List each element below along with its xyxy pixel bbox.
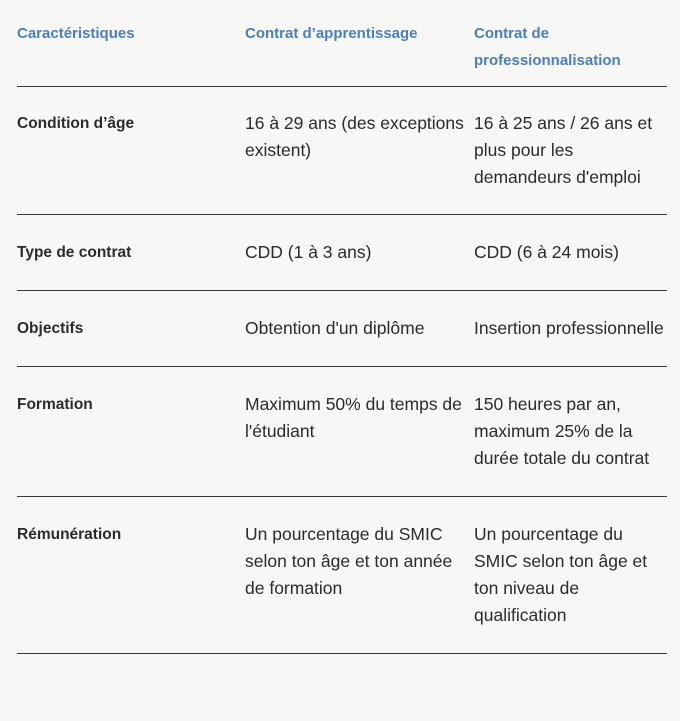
- cell-professionnalisation-type: CDD (6 à 24 mois): [474, 242, 619, 262]
- table-row: [17, 497, 667, 654]
- cell-professionnalisation-formation: 150 heures par an, maximum 25% de la durée totale du contrat: [474, 394, 650, 468]
- header-contrat-professionnalisation: Contrat de professionnalisation: [474, 25, 621, 69]
- row-label-formation: Formation: [17, 396, 93, 413]
- cell-professionnalisation-age: 16 à 25 ans / 26 ans et plus pour les demandeurs d'emploi: [474, 113, 653, 187]
- row-label-age: Condition d’âge: [17, 115, 135, 132]
- table-header-row: [17, 0, 667, 87]
- table-row: [17, 87, 667, 215]
- cell-apprentissage-age: 16 à 29 ans (des exceptions existent): [245, 113, 464, 160]
- cell-professionnalisation-objectifs: Insertion professionnelle: [474, 318, 664, 338]
- comparison-table: [17, 0, 667, 654]
- row-label-remuneration: Rémunération: [17, 526, 122, 543]
- table-row: [17, 291, 667, 367]
- header-caracteristiques: Caractéristiques: [17, 25, 135, 42]
- header-contrat-apprentissage: Contrat d’apprentissage: [245, 25, 418, 42]
- cell-apprentissage-objectifs: Obtention d'un diplôme: [245, 318, 425, 338]
- table-row: [17, 367, 667, 497]
- row-label-objectifs: Objectifs: [17, 320, 84, 337]
- cell-apprentissage-formation: Maximum 50% du temps de l'étudiant: [245, 394, 462, 441]
- cell-apprentissage-remuneration: Un pourcentage du SMIC selon ton âge et ton année de formation: [245, 524, 453, 598]
- cell-apprentissage-type: CDD (1 à 3 ans): [245, 242, 372, 262]
- table-row: [17, 215, 667, 291]
- cell-professionnalisation-remuneration: Un pourcentage du SMIC selon ton âge et ton niveau de qualification: [474, 524, 648, 625]
- row-label-type: Type de contrat: [17, 244, 132, 261]
